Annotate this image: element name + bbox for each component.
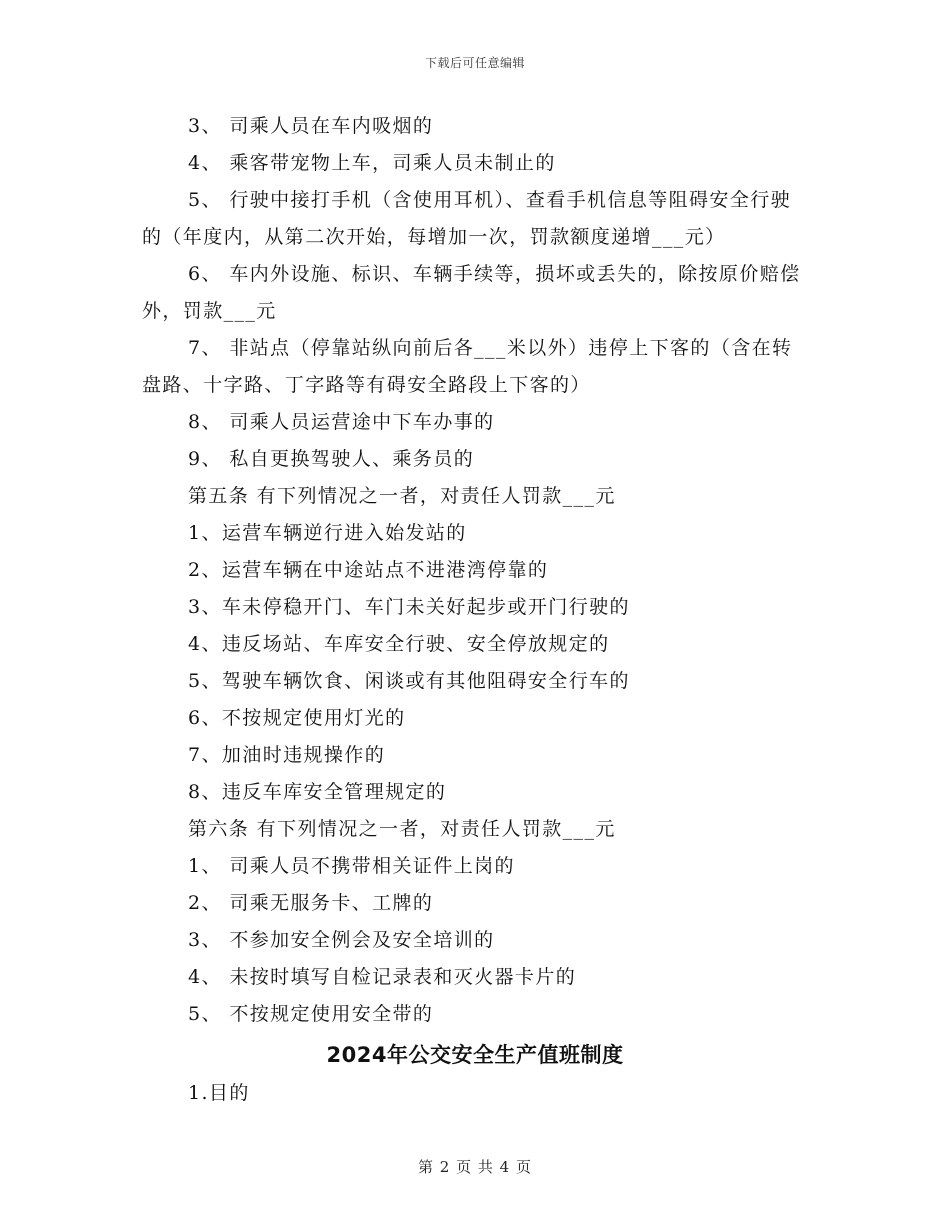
article-heading: 第六条 有下列情况之一者，对责任人罚款___元 — [188, 818, 616, 840]
paragraph: 4、 未按时填写自检记录表和灭火器卡片的 — [188, 966, 577, 988]
paragraph: 4、 乘客带宠物上车，司乘人员未制止的 — [188, 152, 556, 174]
paragraph: 3、 不参加安全例会及安全培训的 — [188, 929, 495, 951]
paragraph: 4、违反场站、车库安全行驶、安全停放规定的 — [188, 633, 610, 655]
section-first-item: 1.目的 — [188, 1082, 250, 1104]
paragraph: 7、 非站点（停靠站纵向前后各___米以外）违停上下客的（含在转盘路、十字路、丁字路等有碍安全路段上下客的） — [142, 337, 793, 396]
paragraph: 2、运营车辆在中途站点不进港湾停靠的 — [188, 559, 549, 581]
paragraph: 8、 司乘人员运营途中下车办事的 — [188, 411, 495, 433]
paragraph: 1、运营车辆逆行进入始发站的 — [188, 522, 467, 544]
paragraph: 6、 车内外设施、标识、车辆手续等，损坏或丢失的，除按原价赔偿外，罚款___元 — [142, 263, 801, 322]
paragraph: 6、不按规定使用灯光的 — [188, 707, 406, 729]
paragraph: 2、 司乘无服务卡、工牌的 — [188, 892, 434, 914]
section-title: 2024年公交安全生产值班制度 — [326, 1043, 624, 1067]
page-footer: 第 2 页 共 4 页 — [418, 1158, 532, 1176]
paragraph: 5、 不按规定使用安全带的 — [188, 1003, 434, 1025]
paragraph: 1、 司乘人员不携带相关证件上岗的 — [188, 855, 515, 877]
paragraph: 7、加油时违规操作的 — [188, 744, 386, 766]
paragraph: 3、 司乘人员在车内吸烟的 — [188, 115, 434, 137]
page-header: 下载后可任意编辑 — [424, 56, 525, 70]
document-body — [142, 108, 808, 1112]
paragraph: 9、 私自更换驾驶人、乘务员的 — [188, 448, 475, 470]
paragraph: 5、 行驶中接打手机（含使用耳机）、查看手机信息等阻碍安全行驶的（年度内，从第二次开始，每增加一次，罚款额度递增___元） — [142, 189, 792, 248]
paragraph: 3、车未停稳开门、车门未关好起步或开门行驶的 — [188, 596, 630, 618]
article-heading: 第五条 有下列情况之一者，对责任人罚款___元 — [188, 485, 616, 507]
paragraph: 5、驾驶车辆饮食、闲谈或有其他阻碍安全行车的 — [188, 670, 630, 692]
paragraph: 8、违反车库安全管理规定的 — [188, 781, 447, 803]
